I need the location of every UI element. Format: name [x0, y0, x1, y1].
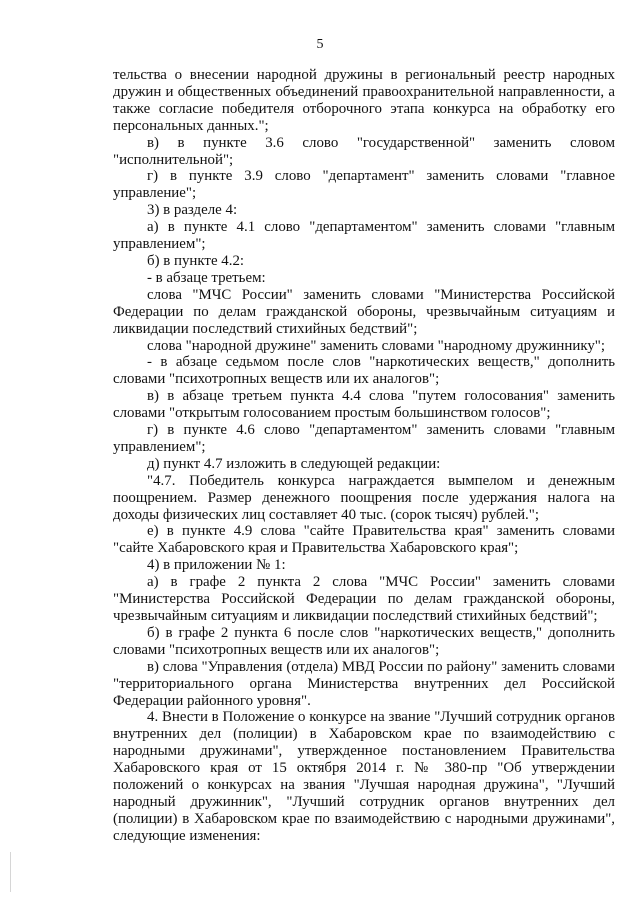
- paragraph: 3) в разделе 4:: [147, 202, 238, 219]
- paragraph: в) слова "Управления (отдела) МВД России по району" заменить словами "территориального органа Министерства внутренних дел Российской Федерации районного уровня".: [113, 658, 615, 709]
- paragraph: б) в пункте 4.2:: [147, 252, 245, 269]
- paragraph: 4) в приложении № 1:: [147, 557, 286, 574]
- paragraph: а) в пункте 4.1 слово "департаментом" заменить словами "главным управлением";: [113, 219, 615, 253]
- scan-edge-mark: [10, 852, 11, 892]
- paragraph: г) в пункте 3.9 слово "департамент" заменить словами "главное управление";: [113, 168, 615, 202]
- paragraph: слова "МЧС России" заменить словами "Министерства Российской Федерации по делам гражданской обороны, чрезвычайным ситуациям и ликвидации последствий стихийных бедствий";: [113, 286, 615, 337]
- paragraph: 4. Внести в Положение о конкурсе на звание "Лучший сотрудник органов внутренних дел (полиции) в Хабаровском крае по взаимодействию с народными дружинами", утвержденное постановлением Правительства Хабаровского края от 15 октября 2014 г. № 380-пр "Об утверждении положений о конкурсах на звания "Лучшая народная дружина", "Лучший народный дружинник", "Лучший сотрудник органов внутренних дел (полиции) в Хабаровском крае по взаимодействию с народными дружинами", следующие изменения:: [113, 709, 615, 844]
- paragraph: а) в графе 2 пункта 2 слова "МЧС России" заменить словами "Министерства Российской Федерации по делам гражданской обороны, чрезвычайным ситуациям и ликвидации последствий стихийных бедствий";: [113, 574, 615, 624]
- paragraph: в) в абзаце третьем пункта 4.4 слова "путем голосования" заменить словами "открытым голосованием простым большинством голосов";: [113, 388, 615, 422]
- paragraph: е) в пункте 4.9 слова "сайте Правительства края" заменить словами "сайте Хабаровского края и Правительства Хабаровского края";: [113, 523, 615, 557]
- page-number: 5: [316, 37, 324, 52]
- paragraph: д) пункт 4.7 изложить в следующей редакции:: [147, 455, 441, 472]
- paragraph: тельства о внесении народной дружины в региональный реестр народных дружин и общественных объединений правоохранительной направленности, а также согласие победителя отборочного этапа конкурса на обработку его персональных данных.";: [113, 67, 615, 134]
- paragraph: б) в графе 2 пункта 6 после слов "наркотических веществ," дополнить словами "психотропных веществ или их аналогов";: [113, 624, 615, 658]
- paragraph: г) в пункте 4.6 слово "департаментом" заменить словами "главным управлением";: [113, 422, 615, 455]
- paragraph: слова "народной дружине" заменить словами "народному дружиннику";: [147, 337, 606, 354]
- document-body: [113, 67, 615, 845]
- paragraph: в) в пункте 3.6 слово "государственной" заменить словом "исполнительной";: [113, 134, 615, 168]
- paragraph: "4.7. Победитель конкурса награждается вымпелом и денежным поощрением. Размер денежного поощрения после удержания налога на доходы физических лиц составляет 40 тыс. (сорок тысяч) рублей.";: [113, 472, 615, 523]
- paragraph: - в абзаце седьмом после слов "наркотических веществ," дополнить словами "психотропных веществ или их аналогов";: [113, 354, 615, 388]
- paragraph: - в абзаце третьем:: [147, 269, 266, 286]
